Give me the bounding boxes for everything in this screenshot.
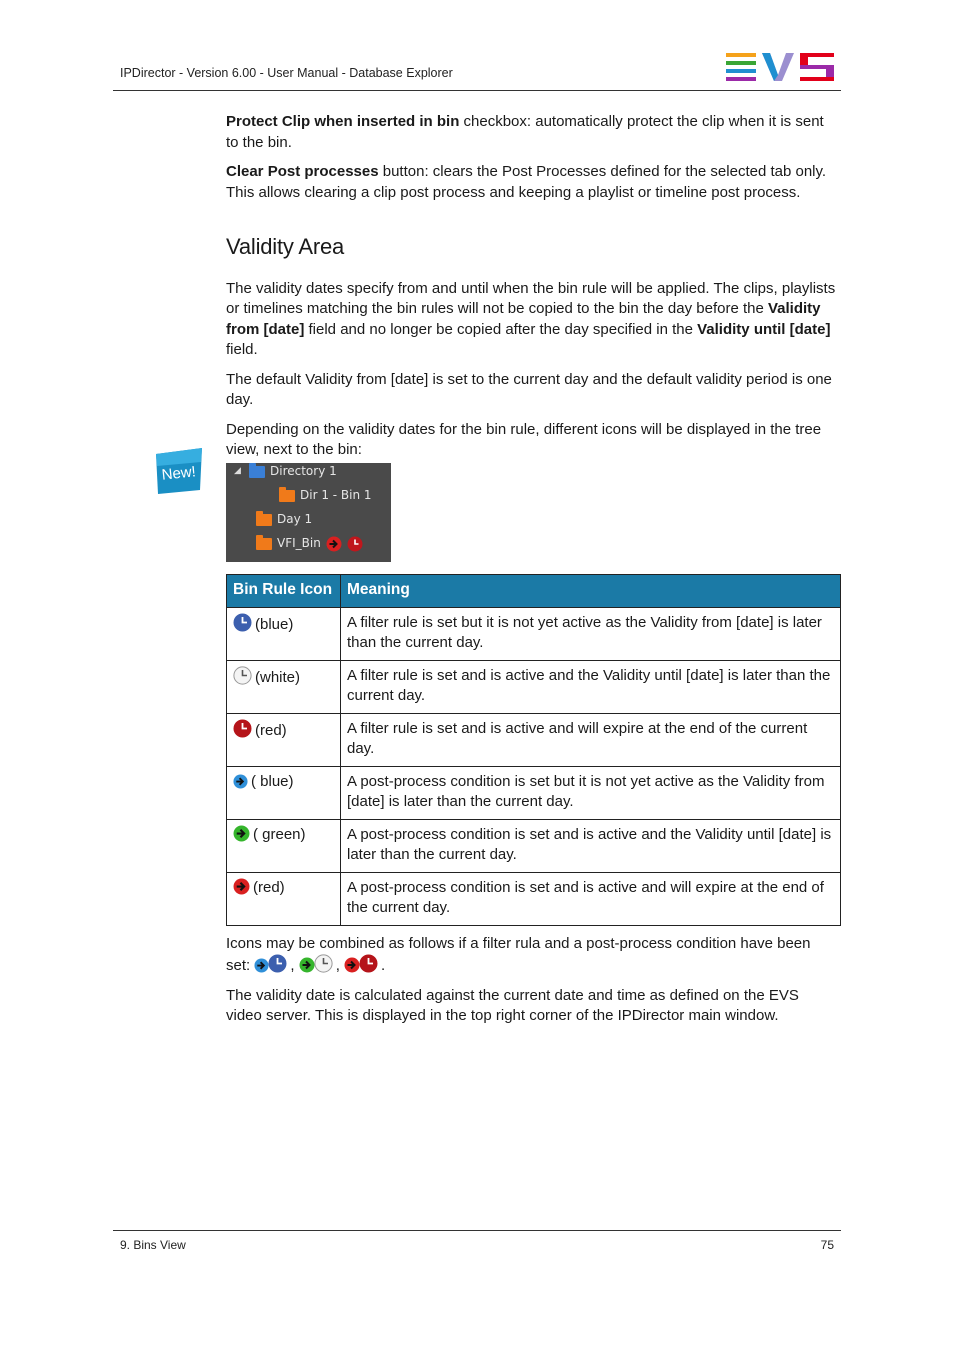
table-row: (blue) A filter rule is set but it is not yet active as the Validity from [date] is later than the current day.	[227, 607, 841, 660]
table-row: ( green) A post-process condition is set and is active and the Validity until [date] is later than the current day.	[227, 819, 841, 872]
clock-red-icon	[359, 954, 378, 973]
clock-white-icon	[314, 954, 333, 973]
validity-date-paragraph: The validity date is calculated against the current date and time as defined on the EVS video server. This is displayed in the top right corner of the IPDirector main window.	[226, 986, 799, 1024]
tree-item-day: Day 1	[256, 511, 312, 529]
bin-rule-icons-table	[226, 574, 841, 926]
protect-clip-paragraph: Protect Clip when inserted in bin checkbox: automatically protect the clip when it is sent to the bin.	[226, 113, 824, 151]
evs-logo	[726, 53, 834, 81]
folder-blue-icon	[249, 466, 265, 478]
header-meaning: Meaning	[341, 574, 841, 607]
arrow-blue-icon	[233, 774, 248, 789]
header-bin-rule-icon: Bin Rule Icon	[227, 574, 341, 607]
table-row: (red) A post-process condition is set and is active and will expire at the end of the current day.	[227, 872, 841, 925]
tree-view-screenshot	[226, 463, 391, 562]
arrow-red-icon	[344, 957, 360, 973]
combined-icons-paragraph: Icons may be combined as follows if a filter rula and a post-process condition have been set: , , .	[226, 934, 811, 974]
folder-orange-icon	[256, 538, 272, 550]
table-header-row	[227, 574, 841, 607]
arrow-red-icon	[326, 536, 342, 552]
clock-red-icon	[233, 719, 252, 738]
folder-orange-icon	[279, 490, 295, 502]
default-validity-paragraph: The default Validity from [date] is set to the current day and the default validity period is one day.	[226, 370, 832, 408]
footer-rule	[113, 1230, 841, 1231]
clock-blue-icon	[233, 613, 252, 632]
new-badge-icon	[154, 448, 204, 494]
tree-item-dir-bin: Dir 1 - Bin 1	[279, 487, 372, 505]
validity-paragraph: The validity dates specify from and until when the bin rule will be applied. The clips, playlists or timelines matching the bin rules will not be copied to the bin the day before the Validity from [date] field and no longer be copied after the day specified in the Validity until [date] field.	[226, 279, 836, 358]
tree-item-directory: ◢ Directory 1	[234, 463, 337, 481]
arrow-red-icon	[233, 878, 250, 895]
table-row: (red) A filter rule is set and is active and will expire at the end of the current day.	[227, 713, 841, 766]
tree-item-vfi-bin: VFI_Bin	[256, 535, 363, 553]
clock-blue-icon	[268, 954, 287, 973]
header-title: IPDirector - Version 6.00 - User Manual - Database Explorer	[120, 66, 453, 80]
clock-red-icon	[347, 536, 363, 552]
arrow-green-icon	[299, 957, 315, 973]
svg-text:New!: New!	[160, 463, 197, 484]
page-content	[226, 112, 838, 1036]
header-rule	[113, 90, 841, 91]
icons-paragraph: Depending on the validity dates for the bin rule, different icons will be displayed in the tree view, next to the bin:	[226, 420, 822, 458]
table-row: (white) A filter rule is set and is active and the Validity until [date] is later than the current day.	[227, 660, 841, 713]
clear-post-paragraph: Clear Post processes button: clears the Post Processes defined for the selected tab only. This allows clearing a clip post process and keeping a playlist or timeline post process.	[226, 163, 827, 201]
expand-triangle-icon: ◢	[234, 466, 241, 477]
folder-orange-icon	[256, 514, 272, 526]
footer-chapter: 9. Bins View	[120, 1238, 186, 1252]
arrow-blue-icon	[254, 958, 269, 973]
footer-page-number: 75	[820, 1238, 834, 1252]
table-row: ( blue) A post-process condition is set but it is not yet active as the Validity from [date] is later than the current day.	[227, 766, 841, 819]
clock-white-icon	[233, 666, 252, 685]
section-title: Validity Area	[226, 234, 345, 259]
arrow-green-icon	[233, 825, 250, 842]
